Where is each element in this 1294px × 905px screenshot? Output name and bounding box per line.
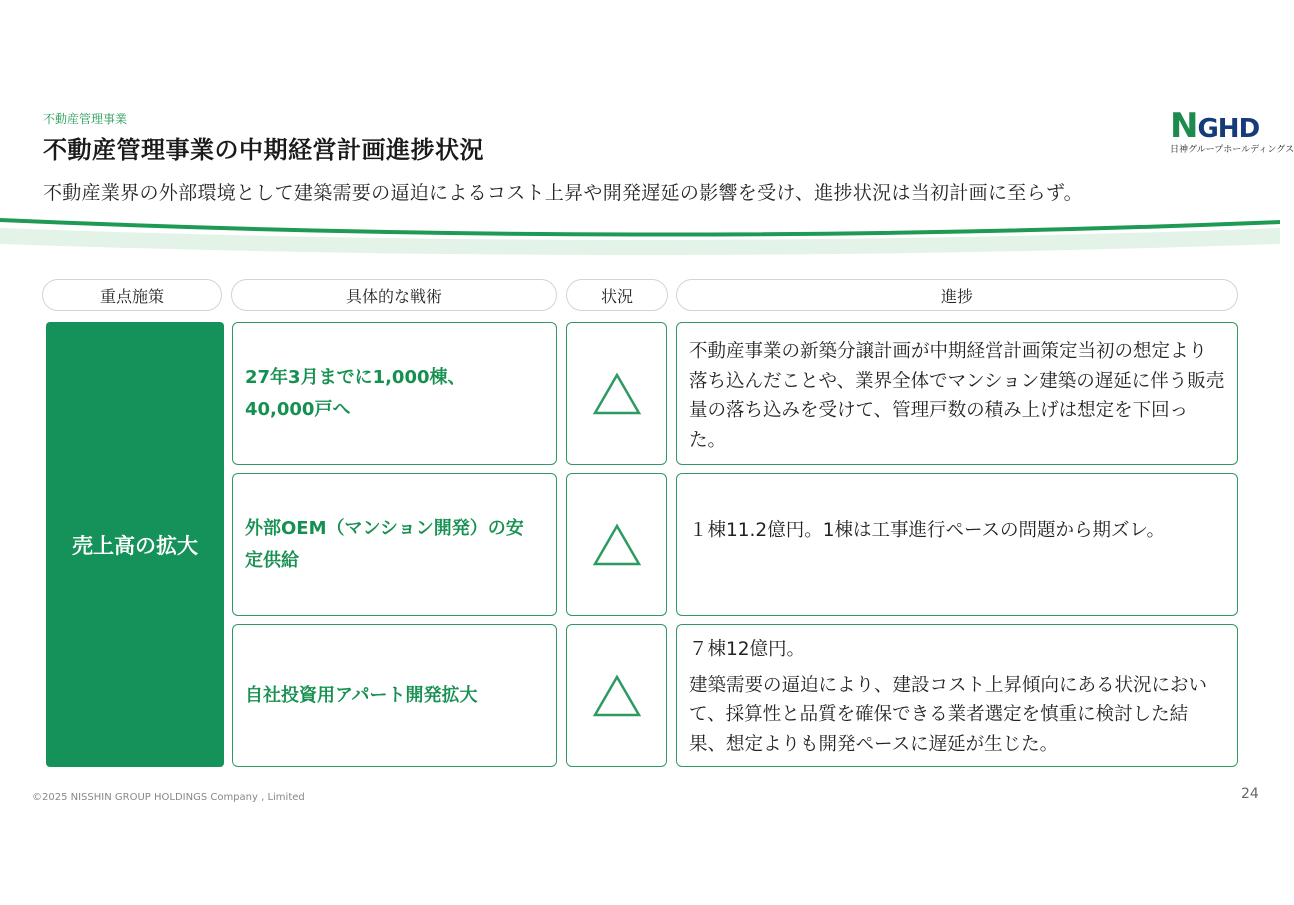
progress-text: 建築需要の逼迫により、建設コスト上昇傾向にある状況において、採算性と品質を確保できる業者選定を慎重に検討した結果、想定よりも開発ペースに遅延が生じた。 <box>689 674 1208 755</box>
page-title: 不動産管理事業の中期経営計画進捗状況 <box>43 136 484 164</box>
policy-pillar: 売上高の拡大 <box>46 322 224 767</box>
progress-text: 不動産事業の新築分譲計画が中期経営計画策定当初の想定より落ち込んだことや、業界全体でマンション建築の遅延に伴う販売量の落ち込みを受けて、管理戸数の積み上げは想定を下回った。 <box>689 341 1225 451</box>
column-header-policy: 重点施策 <box>42 279 222 311</box>
company-logo <box>1166 104 1294 155</box>
progress-cell <box>676 322 1238 465</box>
progress-cell <box>676 624 1238 767</box>
triangle-icon <box>592 372 642 416</box>
tactic-cell <box>232 624 557 767</box>
triangle-icon <box>592 523 642 567</box>
page-number: 24 <box>1241 786 1259 802</box>
column-header-progress: 進捗 <box>676 279 1238 311</box>
logo-caption: 日神グループホールディングス <box>1170 145 1294 155</box>
tactic-text: 外部OEM（マンション開発）の安定供給 <box>245 517 524 571</box>
status-cell <box>566 322 667 465</box>
column-header-tactic: 具体的な戦術 <box>231 279 557 311</box>
copyright: ©2025 NISSHIN GROUP HOLDINGS Company , Limited <box>32 792 305 803</box>
status-cell <box>566 473 667 616</box>
status-cell <box>566 624 667 767</box>
logo-mark: NGHD <box>1170 106 1260 146</box>
progress-text: １棟11.2億円。1棟は工事進行ペースの問題から期ズレ。 <box>689 520 1166 541</box>
triangle-icon <box>592 674 642 718</box>
tactic-text: 27年3月までに1,000棟、40,000戸へ <box>245 366 466 420</box>
tactic-cell <box>232 473 557 616</box>
column-header-status: 状況 <box>566 279 668 311</box>
tactic-cell <box>232 322 557 465</box>
page-subtitle: 不動産業界の外部環境として建築需要の逼迫によるコスト上昇や開発遅延の影響を受け、進捗状況は当初計画に至らず。 <box>43 182 1083 204</box>
progress-cell <box>676 473 1238 616</box>
header-swoosh <box>0 208 1280 258</box>
progress-text: ７棟12億円。 <box>689 639 806 660</box>
tactic-text: 自社投資用アパート開発拡大 <box>245 684 478 706</box>
section-label: 不動産管理事業 <box>43 112 128 126</box>
